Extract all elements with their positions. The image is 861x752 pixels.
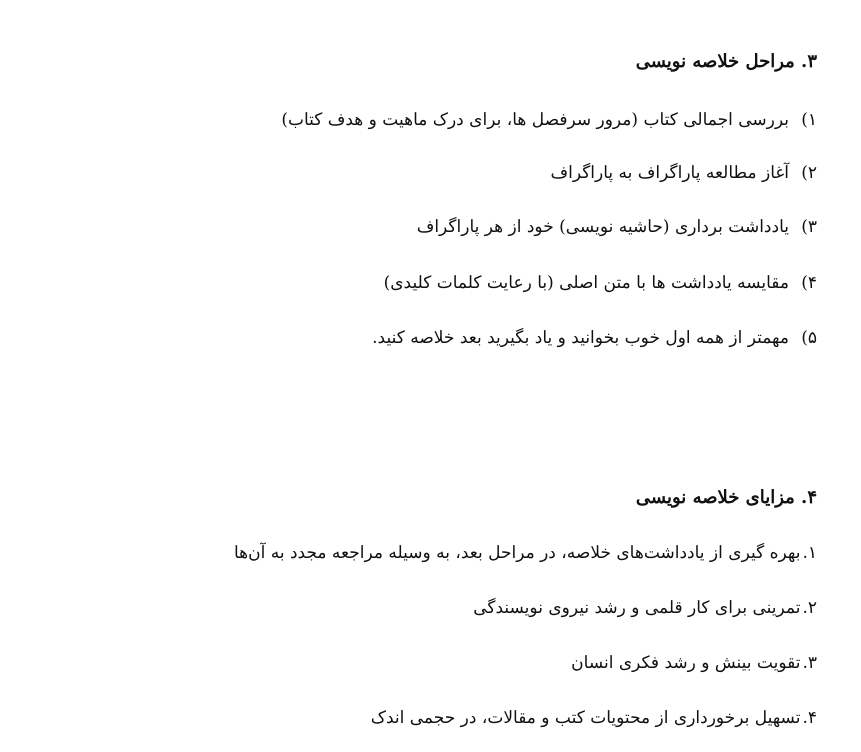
list-item	[473, 596, 817, 620]
item-text: بهره گیری از یادداشت‌های خلاصه، در مراحل بعد، به وسیله مراجعه مجدد به آن‌ها	[233, 543, 801, 563]
item-text: مهمتر از همه اول خوب بخوانید و یاد بگیرید بعد خلاصه کنید.	[372, 328, 789, 348]
item-number: ۳.	[802, 653, 817, 673]
section-3-heading: ۳. مراحل خلاصه نویسی	[635, 51, 817, 72]
list-item	[571, 651, 817, 675]
item-text: مقایسه یادداشت ها با متن اصلی (با رعایت کلمات کلیدی)	[383, 273, 789, 293]
item-number: ۲)	[801, 163, 817, 183]
list-item	[281, 108, 817, 132]
list-item	[371, 706, 817, 730]
item-text: تمرینی برای کار قلمی و رشد نیروی نویسندگی	[473, 598, 801, 618]
item-text: تسهیل برخورداری از محتویات کتب و مقالات، در حجمی اندک	[370, 708, 801, 728]
item-number: ۱.	[802, 543, 817, 563]
item-text: تقویت بینش و رشد فکری انسان	[571, 653, 801, 673]
section-4-heading: ۴. مزایای خلاصه نویسی	[635, 487, 817, 508]
item-number: ۴)	[801, 273, 817, 293]
item-number: ۴.	[802, 708, 817, 728]
list-item	[550, 161, 817, 185]
item-number: ۲.	[802, 598, 817, 618]
list-item	[372, 326, 817, 350]
item-number: ۵)	[801, 328, 817, 348]
item-text: بررسی اجمالی کتاب (مرور سرفصل ها، برای درک ماهیت و هدف کتاب)	[281, 110, 789, 130]
item-text: آغاز مطالعه پاراگراف به پاراگراف	[550, 163, 789, 183]
list-item	[417, 215, 817, 239]
list-item	[384, 271, 817, 295]
item-text: یادداشت برداری (حاشیه نویسی) خود از هر پاراگراف	[416, 217, 789, 237]
list-item	[234, 541, 817, 565]
item-number: ۳)	[801, 217, 817, 237]
item-number: ۱)	[801, 110, 817, 130]
